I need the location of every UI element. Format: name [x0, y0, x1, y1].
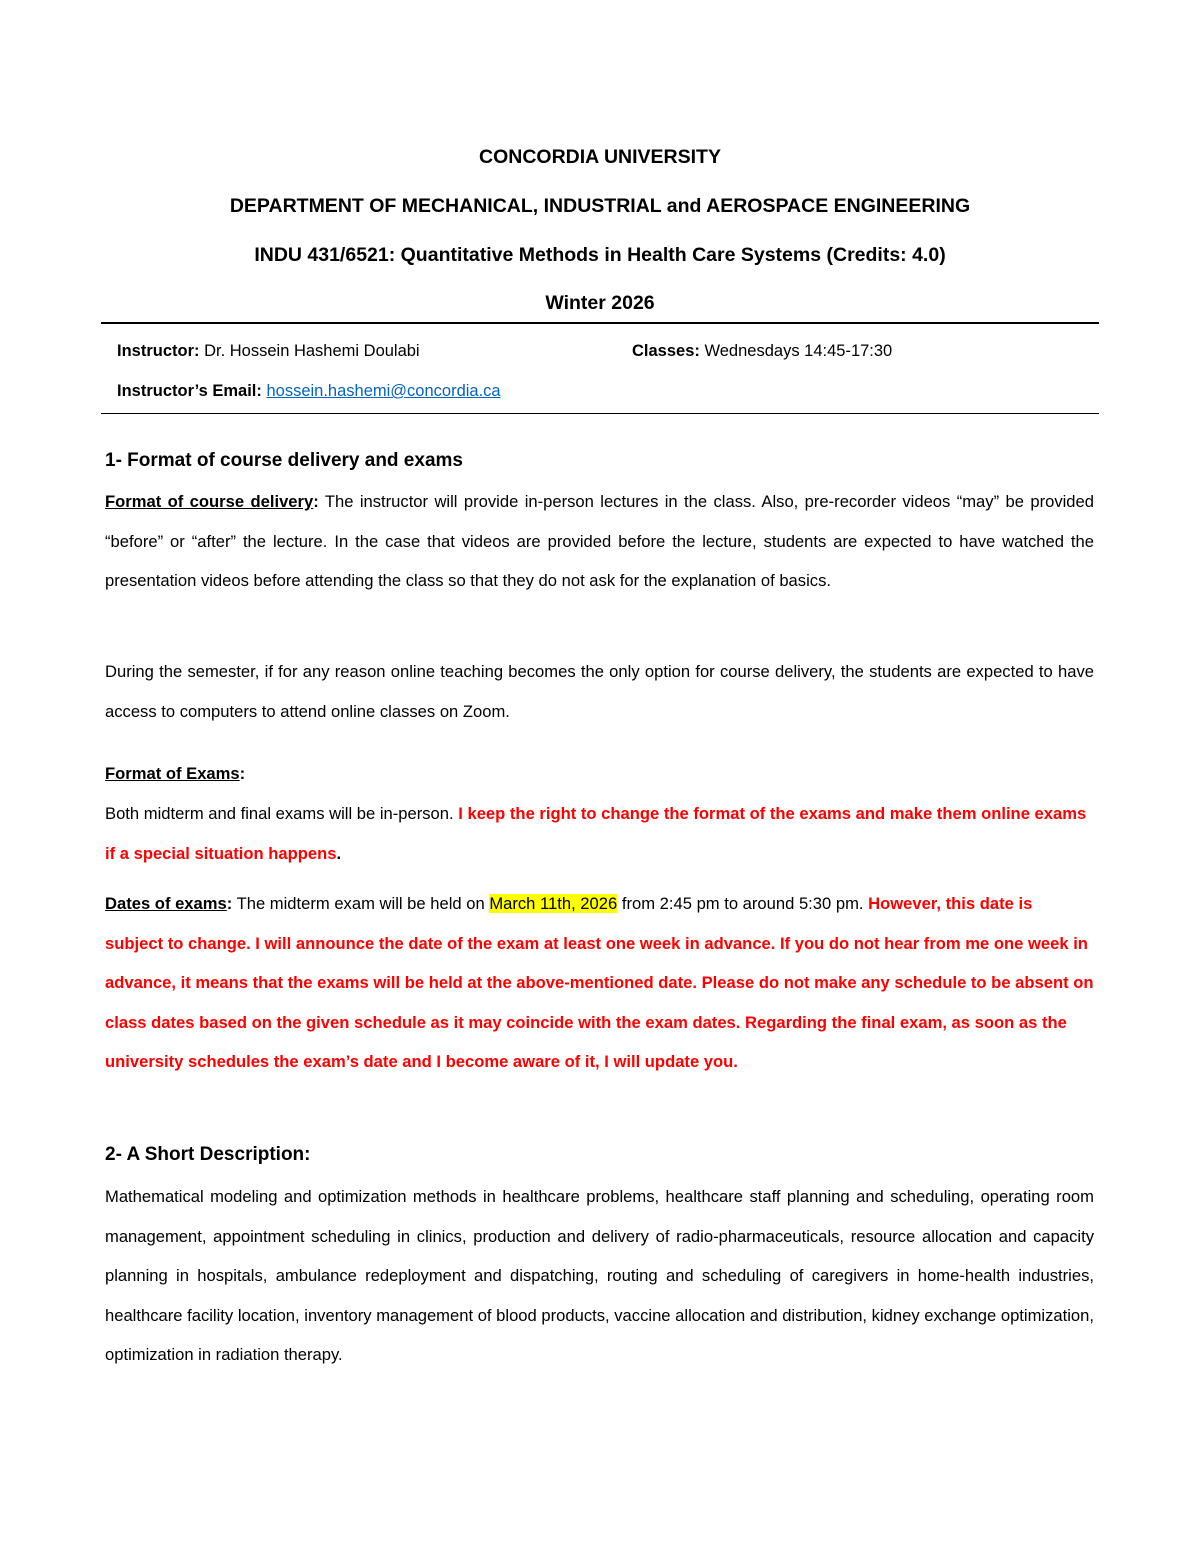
- instructor-value: Dr. Hossein Hashemi Doulabi: [204, 342, 420, 360]
- info-divider: [101, 413, 1099, 414]
- exams-text: Both midterm and final exams will be in-person.: [105, 804, 454, 823]
- exams-label: Format of Exams: [105, 764, 240, 783]
- midterm-date-highlight: March 11th, 2026: [489, 894, 618, 913]
- dates-paragraph: Dates of exams: The midterm exam will be held on March 11th, 2026 from 2:45 pm to around 5:30 pm. However, this date is subject to change. I will announce the date of the exam at least one week in advance. If you do not hear from me one week in advance, it means that the exams will be held at the above-mentioned date. Please do not make any schedule to be absent on class dates based on the given schedule as it may coincide with the exam dates. Regarding the final exam, as soon as the university schedules the exam’s date and I become aware of it, I will update you.: [105, 894, 1094, 1072]
- section-2-heading: 2- A Short Description:: [105, 1144, 311, 1165]
- exams-warning: I keep the right to change the format of the exams and make them online exams if a special situation happens: [105, 804, 1087, 863]
- delivery-label: Format of course delivery: [105, 492, 314, 511]
- university-title: CONCORDIA UNIVERSITY: [479, 146, 721, 168]
- email-line: [117, 379, 501, 403]
- course-title: INDU 431/6521: Quantitative Methods in Health Care Systems (Credits: 4.0): [254, 244, 946, 266]
- dates-text-2: from 2:45 pm to around 5:30 pm.: [621, 894, 864, 913]
- instructor-label: Instructor:: [117, 342, 200, 360]
- dates-text-1: The midterm exam will be held on: [236, 894, 485, 913]
- header-divider: [101, 322, 1099, 324]
- delivery-text: The instructor will provide in-person lectures in the class. Also, pre-recorder videos “may” be provided “before” or “after” the lecture. In the case that videos are provided before the lecture, students are expected to have watched the presentation videos before attending the class so that they do not ask for the explanation of basics.: [105, 492, 1094, 591]
- exams-label-line: Format of Exams:: [105, 764, 246, 783]
- dates-warning: However, this date is subject to change. I will announce the date of the exam at least one week in advance. If you do not hear from me one week in advance, it means that the exams will be held at the above-mentioned date. Please do not make any schedule to be absent on class dates based on the given schedule as it may coincide with the exam dates. Regarding the final exam, as soon as the university schedules the exam’s date and I become aware of it, I will update you.: [105, 894, 1094, 1072]
- online-paragraph: [105, 652, 1094, 731]
- classes-value: Wednesdays 14:45-17:30: [704, 342, 893, 360]
- classes-label: Classes:: [632, 342, 700, 360]
- exams-paragraph: Both midterm and final exams will be in-person. I keep the right to change the format of the exams and make them online exams if a special situation happens.: [105, 804, 1087, 863]
- online-text: During the semester, if for any reason online teaching becomes the only option for course delivery, the students are expected to have access to computers to attend online classes on Zoom.: [105, 662, 1094, 721]
- classes-line: [632, 339, 892, 363]
- term-title: Winter 2026: [545, 292, 655, 314]
- department-title: DEPARTMENT OF MECHANICAL, INDUSTRIAL and AEROSPACE ENGINEERING: [229, 195, 971, 217]
- description-paragraph: [105, 1177, 1094, 1375]
- instructor-line: [117, 339, 420, 363]
- description-text: Mathematical modeling and optimization methods in healthcare problems, healthcare staff planning and scheduling, operating room management, appointment scheduling in clinics, production and delivery of radio-pharmaceuticals, resource allocation and capacity planning in hospitals, ambulance redeployment and dispatching, routing and scheduling of caregivers in home-health industries, healthcare facility location, inventory management of blood products, vaccine allocation and distribution, kidney exchange optimization, optimization in radiation therapy.: [105, 1187, 1094, 1365]
- email-link[interactable]: hossein.hashemi@concordia.ca: [266, 382, 501, 400]
- dates-label: Dates of exams: [105, 894, 227, 913]
- delivery-paragraph: Format of course delivery: The instructor will provide in-person lectures in the class. Also, pre-recorder videos “may” be provided “before” or “after” the lecture. In the case that videos are provided before the lecture, students are expected to have watched the presentation videos before attending the class so that they do not ask for the explanation of basics.: [105, 492, 1094, 591]
- email-label: Instructor’s Email:: [117, 382, 262, 400]
- section-1-heading: 1- Format of course delivery and exams: [105, 450, 463, 471]
